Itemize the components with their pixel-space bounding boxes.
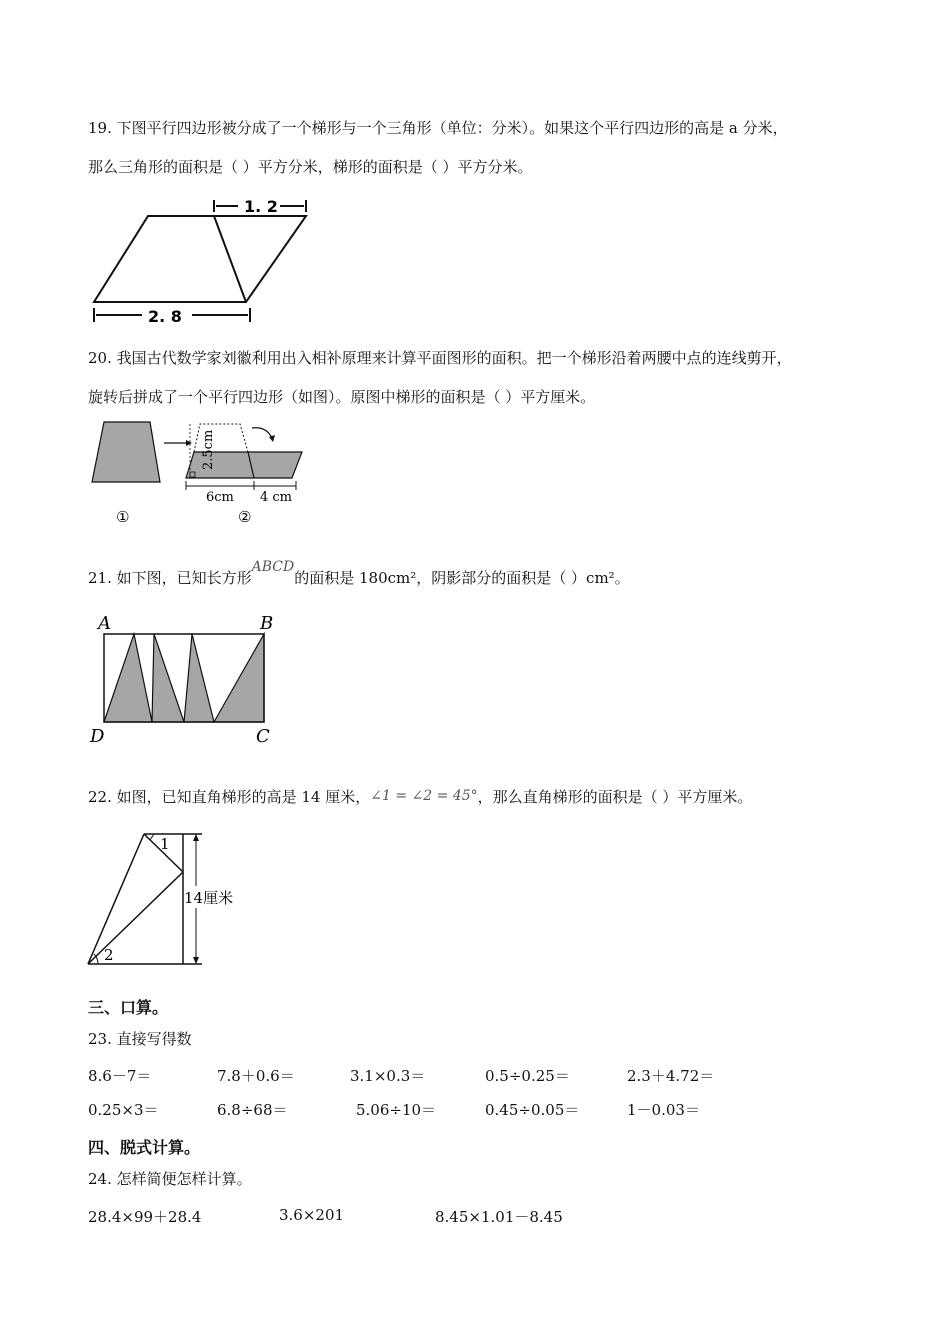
q20-height-label: 2.5cm bbox=[201, 429, 216, 470]
q23-r2c1: 0.25×3＝ bbox=[88, 1101, 159, 1119]
q22-trapezoid-figure bbox=[86, 826, 256, 970]
q22-suffix: ，那么直角梯形的面积是（ ）平方厘米。 bbox=[477, 788, 753, 806]
q20-fig2-label: ② bbox=[238, 508, 252, 526]
section3-title: 三、口算。 bbox=[88, 998, 169, 1017]
q24-item1: 28.4×99＋28.4 bbox=[88, 1208, 202, 1226]
q21-text bbox=[88, 559, 630, 589]
q21-label-d: D bbox=[90, 726, 105, 747]
q22-height-label: 14厘米 bbox=[184, 889, 234, 907]
q21-label-b: B bbox=[260, 613, 274, 634]
q23-r1c2: 7.8＋0.6＝ bbox=[217, 1067, 295, 1085]
q19-parallelogram-figure bbox=[86, 192, 316, 328]
q20-fig1-label: ① bbox=[116, 508, 130, 526]
q23-r2c3: 5.06÷10＝ bbox=[356, 1101, 437, 1119]
q22-text bbox=[88, 787, 752, 808]
q20-text-line1: 20. 我国古代数学家刘徽利用出入相补原理来计算平面图形的面积。把一个梯形沿着两腰中点的连线剪开， bbox=[88, 349, 792, 367]
q24-item2: 3.6×201 bbox=[279, 1206, 345, 1224]
q20-text-line2: 旋转后拼成了一个平行四边形（如图）。原图中梯形的面积是（ ）平方厘米。 bbox=[88, 388, 596, 406]
q23-r1c1: 8.6－7＝ bbox=[88, 1067, 152, 1085]
q21-math-abcd: ABCD bbox=[251, 559, 295, 575]
q19-bottom-dimension: 2. 8 bbox=[148, 307, 182, 326]
q20-trapezoid-figure bbox=[86, 416, 316, 532]
q24-item3: 8.45×1.01－8.45 bbox=[435, 1208, 563, 1226]
section4-title: 四、脱式计算。 bbox=[88, 1138, 201, 1157]
q23-r2c4: 0.45÷0.05＝ bbox=[485, 1101, 580, 1119]
q23-r1c3: 3.1×0.3＝ bbox=[350, 1067, 426, 1085]
q21-label-a: A bbox=[98, 613, 111, 634]
q19-text-line1: 19. 下图平行四边形被分成了一个梯形与一个三角形（单位：分米）。如果这个平行四边形的高是 a 分米， bbox=[88, 119, 788, 137]
q21-rectangle-figure bbox=[86, 608, 286, 748]
q19-top-dimension: 1. 2 bbox=[244, 197, 278, 216]
q22-math-angles: ∠1 = ∠2 = 45° bbox=[370, 788, 478, 804]
q23-title: 23. 直接写得数 bbox=[88, 1030, 192, 1048]
q21-middle: 的面积是 180cm²，阴影部分的面积是（ ）cm²。 bbox=[294, 569, 630, 587]
q23-r1c5: 2.3＋4.72＝ bbox=[627, 1067, 715, 1085]
q23-r1c4: 0.5÷0.25＝ bbox=[485, 1067, 570, 1085]
q23-r2c2: 6.8÷68＝ bbox=[217, 1101, 288, 1119]
q22-angle2-label: 2 bbox=[104, 946, 114, 964]
q21-label-c: C bbox=[256, 726, 270, 747]
q19-text-line2: 那么三角形的面积是（ ）平方分米，梯形的面积是（ ）平方分米。 bbox=[88, 158, 533, 176]
q21-prefix: 21. 如下图，已知长方形 bbox=[88, 569, 252, 587]
q24-title: 24. 怎样简便怎样计算。 bbox=[88, 1170, 252, 1188]
q20-left-dimension: 6cm bbox=[206, 490, 234, 505]
q22-prefix: 22. 如图，已知直角梯形的高是 14 厘米， bbox=[88, 788, 371, 806]
q22-angle1-label: 1 bbox=[160, 835, 170, 853]
q23-r2c5: 1－0.03＝ bbox=[627, 1101, 700, 1119]
q20-right-dimension: 4 cm bbox=[260, 490, 293, 505]
